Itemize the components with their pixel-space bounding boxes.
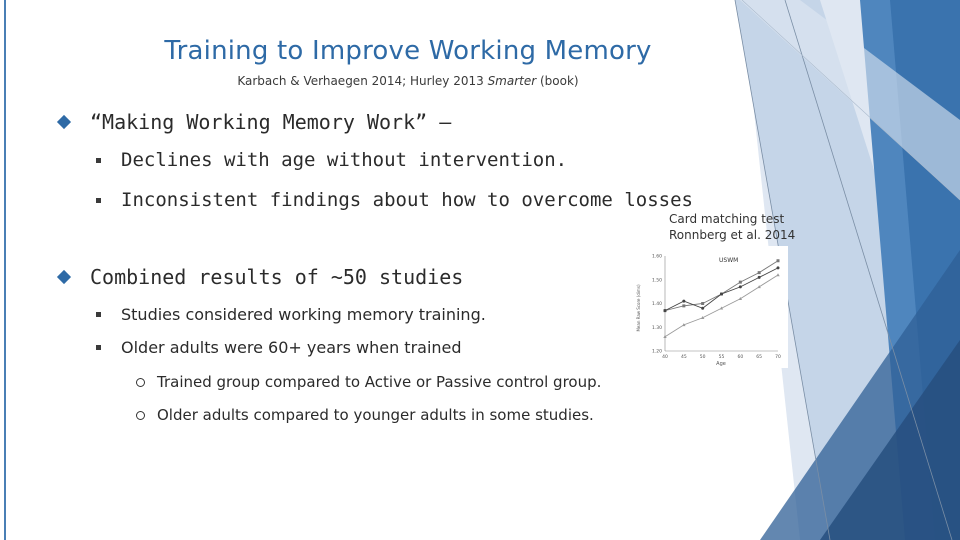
bullet-text: “Making Working Memory Work” – [90, 110, 452, 134]
chart-svg [633, 246, 788, 368]
data-point [682, 300, 685, 303]
data-point [758, 276, 761, 279]
caption-line-2: Ronnberg et al. 2014 [669, 228, 796, 242]
x-tick-label: 50 [699, 355, 706, 360]
data-point [682, 304, 685, 307]
sub-bullet-older-adults [96, 338, 462, 357]
x-tick-label: 55 [718, 355, 725, 360]
x-tick-label: 40 [662, 355, 668, 360]
sub-bullet-inconsistent [96, 189, 693, 211]
subtitle-tail: (book) [536, 74, 579, 88]
caption-line-1: Card matching test [669, 212, 785, 226]
figure-caption [669, 211, 795, 243]
data-point [758, 271, 761, 274]
x-axis-label: Age [716, 361, 726, 367]
slide-subtitle [0, 74, 816, 88]
x-tick-label: 65 [756, 355, 763, 360]
bullet-text: Combined results of ~50 studies [90, 265, 464, 289]
series-line [665, 275, 778, 337]
plot-area [652, 254, 781, 361]
x-tick-label: 45 [680, 355, 687, 360]
y-axis-label: Mean Raw Score (dims) [636, 284, 641, 332]
data-point [777, 259, 780, 262]
sub-bullet-studies [96, 305, 486, 324]
square-bullet-icon [96, 198, 101, 203]
square-bullet-icon [96, 345, 101, 350]
square-bullet-icon [96, 158, 101, 163]
sub-bullet-declines [96, 149, 567, 171]
bullet-text: Inconsistent findings about how to overcome losses [121, 189, 693, 211]
data-point [776, 273, 779, 276]
data-point [720, 293, 723, 296]
bullet-text: Studies considered working memory training. [121, 305, 486, 324]
x-tick-label: 60 [737, 355, 744, 360]
y-tick-label: 1.50 [651, 278, 662, 284]
data-point [701, 307, 704, 310]
diamond-bullet-icon [58, 271, 70, 283]
square-bullet-icon [96, 312, 101, 317]
slide-title: Training to Improve Working Memory [164, 36, 652, 66]
data-point [739, 281, 742, 284]
card-matching-chart [633, 246, 788, 368]
sub-sub-bullet-older-vs-younger [136, 406, 594, 424]
subtitle-book-title: Smarter [487, 74, 537, 88]
bullet-text: Trained group compared to Active or Passive control group. [157, 373, 602, 391]
data-point [739, 285, 742, 288]
data-point [664, 309, 667, 312]
sub-sub-bullet-trained-group [136, 373, 601, 391]
bullet-text: Older adults compared to younger adults in some studies. [157, 406, 594, 424]
bullet-making-working-memory-work [58, 110, 451, 134]
bullet-text: Older adults were 60+ years when trained [121, 338, 462, 357]
y-tick-label: 1.30 [651, 325, 662, 331]
y-tick-label: 1.60 [651, 254, 662, 260]
x-tick-label: 70 [775, 355, 781, 360]
y-tick-label: 1.20 [651, 349, 662, 355]
chart-legend: USWM [719, 257, 739, 264]
data-point [701, 302, 704, 305]
diamond-bullet-icon [58, 116, 70, 128]
y-tick-label: 1.40 [651, 302, 662, 307]
subtitle-authors: Karbach & Verhaegen 2014; Hurley 2013 [237, 74, 488, 88]
series-line [665, 268, 778, 311]
circle-bullet-icon [136, 378, 145, 387]
bullet-combined-results [58, 265, 463, 289]
data-point [777, 266, 780, 269]
circle-bullet-icon [136, 411, 145, 420]
bullet-text: Declines with age without intervention. [121, 149, 568, 171]
